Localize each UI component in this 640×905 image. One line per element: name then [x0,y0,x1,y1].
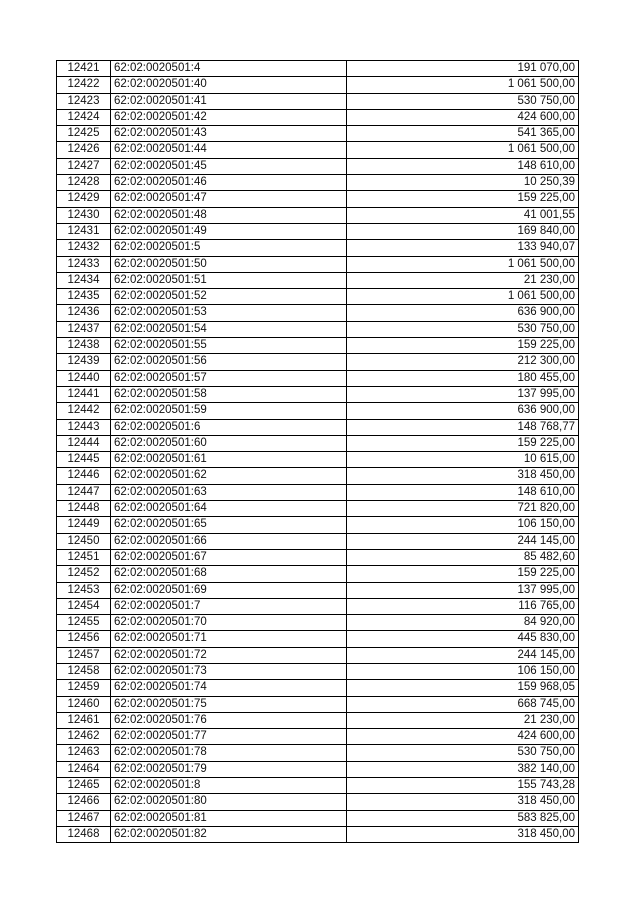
cadastral-value-cell: 668 745,00 [347,696,579,712]
table-row [57,598,579,614]
cadastral-value-cell: 530 750,00 [347,321,579,337]
cadastral-number-cell: 62:02:0020501:5 [111,240,347,256]
cadastral-value-cell: 180 455,00 [347,370,579,386]
cadastral-number-cell: 62:02:0020501:70 [111,615,347,631]
cadastral-value-cell: 212 300,00 [347,354,579,370]
table-row [57,778,579,794]
table-row [57,370,579,386]
table-row [57,191,579,207]
row-number-cell: 12425 [57,126,111,142]
cadastral-value-cell: 530 750,00 [347,745,579,761]
cadastral-number-cell: 62:02:0020501:48 [111,207,347,223]
cadastral-number-cell: 62:02:0020501:43 [111,126,347,142]
row-number-cell: 12459 [57,680,111,696]
cadastral-number-cell: 62:02:0020501:66 [111,533,347,549]
row-number-cell: 12423 [57,93,111,109]
row-number-cell: 12434 [57,272,111,288]
row-number-cell: 12465 [57,778,111,794]
cadastral-value-cell: 244 145,00 [347,647,579,663]
table-row [57,223,579,239]
row-number-cell: 12449 [57,517,111,533]
cadastral-value-cell: 21 230,00 [347,272,579,288]
cadastral-value-table [56,60,579,843]
cadastral-number-cell: 62:02:0020501:55 [111,338,347,354]
cadastral-value-cell: 41 001,55 [347,207,579,223]
cadastral-value-cell: 10 615,00 [347,452,579,468]
table-row [57,109,579,125]
row-number-cell: 12421 [57,61,111,77]
table-row [57,631,579,647]
cadastral-number-cell: 62:02:0020501:53 [111,305,347,321]
cadastral-number-cell: 62:02:0020501:41 [111,93,347,109]
cadastral-number-cell: 62:02:0020501:49 [111,223,347,239]
cadastral-number-cell: 62:02:0020501:78 [111,745,347,761]
cadastral-number-cell: 62:02:0020501:46 [111,175,347,191]
row-number-cell: 12424 [57,109,111,125]
table-row [57,810,579,826]
cadastral-number-cell: 62:02:0020501:73 [111,663,347,679]
row-number-cell: 12439 [57,354,111,370]
table-row [57,794,579,810]
table-row [57,582,579,598]
table-row [57,566,579,582]
table-row [57,419,579,435]
cadastral-number-cell: 62:02:0020501:81 [111,810,347,826]
cadastral-value-cell: 636 900,00 [347,305,579,321]
table-row [57,142,579,158]
row-number-cell: 12430 [57,207,111,223]
table-row [57,468,579,484]
row-number-cell: 12431 [57,223,111,239]
row-number-cell: 12457 [57,647,111,663]
cadastral-value-cell: 1 061 500,00 [347,256,579,272]
cadastral-value-cell: 85 482,60 [347,549,579,565]
cadastral-value-cell: 106 150,00 [347,663,579,679]
table-row [57,126,579,142]
cadastral-value-cell: 583 825,00 [347,810,579,826]
table-row [57,435,579,451]
cadastral-number-cell: 62:02:0020501:75 [111,696,347,712]
cadastral-value-cell: 148 768,77 [347,419,579,435]
table-row [57,354,579,370]
cadastral-value-cell: 148 610,00 [347,484,579,500]
table-row [57,615,579,631]
cadastral-number-cell: 62:02:0020501:74 [111,680,347,696]
cadastral-number-cell: 62:02:0020501:40 [111,77,347,93]
cadastral-number-cell: 62:02:0020501:42 [111,109,347,125]
row-number-cell: 12440 [57,370,111,386]
cadastral-value-cell: 541 365,00 [347,126,579,142]
cadastral-value-cell: 159 225,00 [347,435,579,451]
cadastral-number-cell: 62:02:0020501:63 [111,484,347,500]
cadastral-value-cell: 10 250,39 [347,175,579,191]
row-number-cell: 12455 [57,615,111,631]
cadastral-number-cell: 62:02:0020501:58 [111,386,347,402]
row-number-cell: 12426 [57,142,111,158]
row-number-cell: 12466 [57,794,111,810]
row-number-cell: 12462 [57,729,111,745]
table-row [57,207,579,223]
cadastral-value-cell: 636 900,00 [347,403,579,419]
cadastral-number-cell: 62:02:0020501:59 [111,403,347,419]
table-row [57,452,579,468]
table-row [57,272,579,288]
cadastral-number-cell: 62:02:0020501:7 [111,598,347,614]
cadastral-number-cell: 62:02:0020501:6 [111,419,347,435]
table-row [57,77,579,93]
row-number-cell: 12428 [57,175,111,191]
row-number-cell: 12456 [57,631,111,647]
table-row [57,696,579,712]
row-number-cell: 12450 [57,533,111,549]
cadastral-number-cell: 62:02:0020501:61 [111,452,347,468]
cadastral-number-cell: 62:02:0020501:69 [111,582,347,598]
row-number-cell: 12464 [57,761,111,777]
table-row [57,338,579,354]
cadastral-value-cell: 159 968,05 [347,680,579,696]
table-row [57,826,579,842]
cadastral-number-cell: 62:02:0020501:56 [111,354,347,370]
cadastral-value-cell: 21 230,00 [347,712,579,728]
table-row [57,745,579,761]
row-number-cell: 12453 [57,582,111,598]
row-number-cell: 12444 [57,435,111,451]
row-number-cell: 12446 [57,468,111,484]
table-row [57,680,579,696]
row-number-cell: 12427 [57,158,111,174]
row-number-cell: 12435 [57,289,111,305]
cadastral-value-cell: 424 600,00 [347,729,579,745]
table-row [57,158,579,174]
cadastral-number-cell: 62:02:0020501:80 [111,794,347,810]
cadastral-number-cell: 62:02:0020501:57 [111,370,347,386]
cadastral-number-cell: 62:02:0020501:82 [111,826,347,842]
row-number-cell: 12441 [57,386,111,402]
cadastral-value-cell: 721 820,00 [347,501,579,517]
row-number-cell: 12460 [57,696,111,712]
table-row [57,761,579,777]
cadastral-number-cell: 62:02:0020501:4 [111,61,347,77]
cadastral-number-cell: 62:02:0020501:72 [111,647,347,663]
table-row [57,549,579,565]
table-row [57,93,579,109]
cadastral-number-cell: 62:02:0020501:79 [111,761,347,777]
cadastral-number-cell: 62:02:0020501:77 [111,729,347,745]
row-number-cell: 12445 [57,452,111,468]
table-row [57,403,579,419]
table-row [57,729,579,745]
table-row [57,289,579,305]
table-row [57,533,579,549]
row-number-cell: 12422 [57,77,111,93]
cadastral-number-cell: 62:02:0020501:50 [111,256,347,272]
cadastral-value-cell: 424 600,00 [347,109,579,125]
table-row [57,175,579,191]
row-number-cell: 12447 [57,484,111,500]
row-number-cell: 12468 [57,826,111,842]
cadastral-value-cell: 530 750,00 [347,93,579,109]
cadastral-value-cell: 159 225,00 [347,191,579,207]
cadastral-number-cell: 62:02:0020501:51 [111,272,347,288]
table-row [57,647,579,663]
cadastral-value-cell: 155 743,28 [347,778,579,794]
table-row [57,386,579,402]
row-number-cell: 12433 [57,256,111,272]
row-number-cell: 12451 [57,549,111,565]
cadastral-number-cell: 62:02:0020501:45 [111,158,347,174]
table-row [57,517,579,533]
row-number-cell: 12436 [57,305,111,321]
cadastral-value-cell: 445 830,00 [347,631,579,647]
table-body [57,61,579,843]
table-row [57,484,579,500]
row-number-cell: 12432 [57,240,111,256]
cadastral-value-cell: 1 061 500,00 [347,289,579,305]
cadastral-number-cell: 62:02:0020501:64 [111,501,347,517]
cadastral-number-cell: 62:02:0020501:71 [111,631,347,647]
cadastral-value-cell: 318 450,00 [347,468,579,484]
cadastral-number-cell: 62:02:0020501:62 [111,468,347,484]
table-row [57,321,579,337]
cadastral-value-cell: 1 061 500,00 [347,142,579,158]
cadastral-value-cell: 133 940,07 [347,240,579,256]
row-number-cell: 12429 [57,191,111,207]
cadastral-value-cell: 159 225,00 [347,566,579,582]
row-number-cell: 12442 [57,403,111,419]
cadastral-number-cell: 62:02:0020501:54 [111,321,347,337]
row-number-cell: 12437 [57,321,111,337]
cadastral-value-cell: 84 920,00 [347,615,579,631]
cadastral-number-cell: 62:02:0020501:60 [111,435,347,451]
row-number-cell: 12467 [57,810,111,826]
cadastral-value-cell: 137 995,00 [347,582,579,598]
table-row [57,712,579,728]
table-row [57,501,579,517]
row-number-cell: 12448 [57,501,111,517]
cadastral-value-cell: 159 225,00 [347,338,579,354]
cadastral-value-cell: 318 450,00 [347,794,579,810]
cadastral-value-cell: 382 140,00 [347,761,579,777]
row-number-cell: 12461 [57,712,111,728]
row-number-cell: 12454 [57,598,111,614]
cadastral-value-cell: 137 995,00 [347,386,579,402]
cadastral-number-cell: 62:02:0020501:76 [111,712,347,728]
cadastral-number-cell: 62:02:0020501:47 [111,191,347,207]
row-number-cell: 12438 [57,338,111,354]
table-row [57,305,579,321]
cadastral-number-cell: 62:02:0020501:67 [111,549,347,565]
table-row [57,663,579,679]
table-row [57,61,579,77]
cadastral-value-cell: 169 840,00 [347,223,579,239]
row-number-cell: 12463 [57,745,111,761]
cadastral-number-cell: 62:02:0020501:68 [111,566,347,582]
row-number-cell: 12458 [57,663,111,679]
cadastral-value-cell: 148 610,00 [347,158,579,174]
document-sheet [56,60,578,843]
cadastral-number-cell: 62:02:0020501:52 [111,289,347,305]
cadastral-number-cell: 62:02:0020501:65 [111,517,347,533]
row-number-cell: 12443 [57,419,111,435]
cadastral-value-cell: 244 145,00 [347,533,579,549]
cadastral-number-cell: 62:02:0020501:8 [111,778,347,794]
table-row [57,256,579,272]
cadastral-value-cell: 318 450,00 [347,826,579,842]
cadastral-value-cell: 1 061 500,00 [347,77,579,93]
cadastral-number-cell: 62:02:0020501:44 [111,142,347,158]
cadastral-value-cell: 106 150,00 [347,517,579,533]
cadastral-value-cell: 191 070,00 [347,61,579,77]
cadastral-value-cell: 116 765,00 [347,598,579,614]
table-row [57,240,579,256]
row-number-cell: 12452 [57,566,111,582]
